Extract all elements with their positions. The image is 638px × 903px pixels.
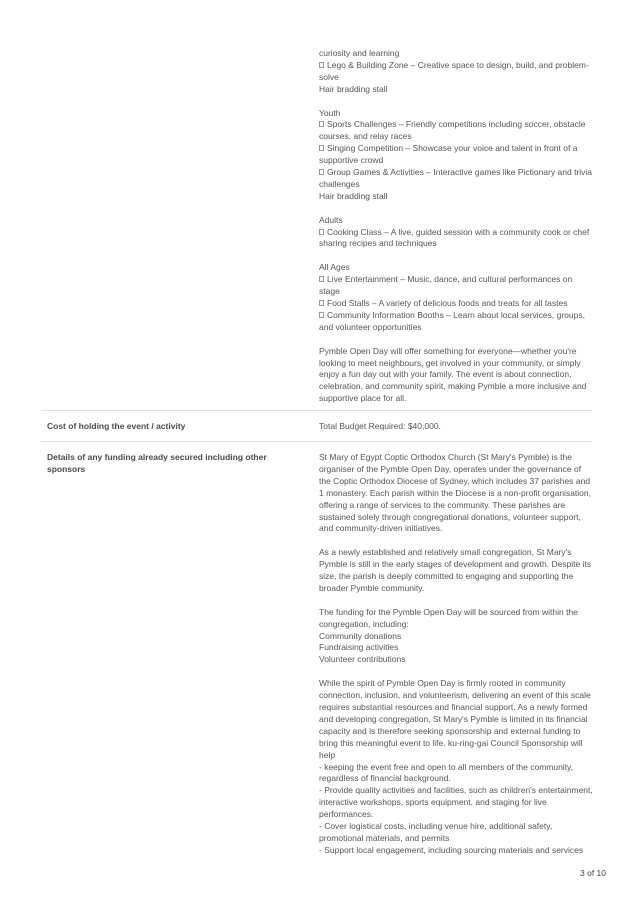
line-text: looking to meet neighbours, get involved in your community, or simply: [319, 357, 581, 368]
checkbox-item-line: [319, 310, 594, 322]
checkbox-icon: [319, 229, 324, 235]
line-text: promotional materials, and permits: [319, 832, 450, 843]
line-text: Food Stalls – A variety of delicious foods and treats for all tastes: [327, 297, 568, 308]
line-text: The funding for the Pymble Open Day will be sourced from within the: [319, 606, 578, 617]
text-line: [319, 547, 594, 559]
line-text: regardless of financial background.: [319, 773, 451, 784]
paragraph-gap: [319, 535, 594, 547]
paragraph-gap: [319, 334, 594, 346]
cost-label: Cost of holding the event / activity: [47, 421, 186, 431]
line-text: supportive crowd: [319, 155, 384, 166]
line-text: While the spirit of Pymble Open Day is firmly rooted in community: [319, 678, 566, 689]
paragraph-gap: [319, 96, 594, 108]
text-line: [319, 155, 594, 167]
text-line: [319, 179, 594, 191]
line-text: As a newly established and relatively small congregation, St Mary's: [319, 547, 572, 558]
line-text: Fundraising activities: [319, 642, 399, 653]
line-text: congregation, including:: [319, 618, 409, 629]
checkbox-item-line: [319, 298, 594, 310]
funding-label-line: Details of any funding already secured including other: [47, 452, 267, 462]
text-line: [319, 523, 594, 535]
text-line: [319, 500, 594, 512]
line-text: requires substantial resources and financial support. As a newly formed: [319, 701, 588, 712]
text-line: [319, 72, 594, 84]
checkbox-item-line: [319, 167, 594, 179]
text-line: [319, 773, 594, 785]
text-line: [319, 286, 594, 298]
line-text: organiser of the Pymble Open Day, operates under the governance of: [319, 463, 582, 474]
line-text: and developing congregation, St Mary's Pymble is limited in its financial: [319, 713, 588, 724]
line-text: sharing recipes and techniques: [319, 238, 437, 249]
checkbox-item-line: [319, 274, 594, 286]
line-text: stage: [319, 286, 340, 297]
text-line: [319, 702, 594, 714]
line-text: performances.: [319, 809, 374, 820]
line-text: Youth: [319, 107, 341, 118]
text-line: [319, 48, 594, 60]
text-line: [319, 726, 594, 738]
line-text: enjoy a fun day out with your family. The event is about connection,: [319, 369, 572, 380]
text-line: [319, 559, 594, 571]
text-line: [319, 821, 594, 833]
line-text: capacity and is therefore seeking sponsorship and external funding to: [319, 725, 581, 736]
checkbox-icon: [319, 62, 324, 68]
text-line: [319, 750, 594, 762]
checkbox-icon: [319, 312, 324, 318]
paragraph-gap: [319, 666, 594, 678]
text-line: [319, 833, 594, 845]
line-text: 1 monastery. Each parish within the Diocese is a non-profit organisation,: [319, 487, 591, 498]
page-number: 3 of 10: [580, 868, 606, 878]
text-line: [319, 738, 594, 750]
line-text: curiosity and learning: [319, 48, 400, 58]
text-line: [319, 678, 594, 690]
line-text: connection, inclusion, and volunteerism, delivering an event of this scale: [319, 690, 591, 701]
paragraph-gap: [319, 203, 594, 215]
text-line: [319, 488, 594, 500]
text-line: [319, 762, 594, 774]
line-text: supportive place for all.: [319, 393, 407, 404]
checkbox-icon: [319, 145, 324, 151]
text-line: [319, 358, 594, 370]
text-line: [319, 476, 594, 488]
row-divider: [41, 441, 592, 442]
text-line: [319, 191, 594, 203]
text-line: [319, 512, 594, 524]
checkbox-item-line: [319, 227, 594, 239]
line-text: Community donations: [319, 630, 402, 641]
line-text: Pymble is still in the early stages of development and growth. Despite its: [319, 559, 592, 570]
line-text: help: [319, 749, 336, 760]
text-line: [319, 84, 594, 96]
line-text: celebration, and community spirit, making Pymble a more inclusive and: [319, 381, 587, 392]
line-text: - keeping the event free and open to all members of the community,: [319, 761, 574, 772]
paragraph-gap: [319, 250, 594, 262]
line-text: Hair bradding stall: [319, 190, 388, 201]
text-line: [319, 797, 594, 809]
cost-value: Total Budget Required: $40,000.: [319, 421, 441, 431]
text-line: [319, 690, 594, 702]
text-line: [319, 642, 594, 654]
checkbox-item-line: [319, 60, 594, 72]
line-text: and community-driven initiatives.: [319, 523, 443, 534]
line-text: challenges: [319, 178, 360, 189]
line-text: Adults: [319, 214, 343, 225]
line-text: - Cover logistical costs, including venue hire, additional safety,: [319, 821, 553, 832]
line-text: solve: [319, 71, 339, 82]
line-text: Pymble Open Day will offer something for everyone—whether you're: [319, 345, 577, 356]
line-text: courses, and relay races: [319, 131, 412, 142]
checkbox-icon: [319, 121, 324, 127]
line-text: Singing Competition – Showcase your voice and talent in front of a: [327, 143, 578, 154]
checkbox-item-line: [319, 119, 594, 131]
line-text: - Provide quality activities and facilities, such as children's entertainment,: [319, 785, 593, 796]
text-line: [319, 714, 594, 726]
paragraph-gap: [319, 595, 594, 607]
line-text: Community Information Booths – Learn about local services, groups,: [327, 309, 585, 320]
text-line: [319, 583, 594, 595]
line-text: All Ages: [319, 262, 350, 273]
line-text: St Mary of Egypt Coptic Orthodox Church (St Mary's Pymble) is the: [319, 452, 572, 462]
text-line: [319, 131, 594, 143]
line-text: size, the parish is deeply committed to engaging and supporting the: [319, 571, 574, 582]
text-line: [319, 215, 594, 227]
line-text: interactive workshops, sports equipment, and staging for live: [319, 797, 547, 808]
line-text: and volunteer opportunities: [319, 321, 422, 332]
text-line: [319, 785, 594, 797]
line-text: bring this meaningful event to life. ku-ring-gai Council Sponsorship will: [319, 737, 583, 748]
line-text: Sports Challenges – Friendly competitions including soccer, obstacle: [327, 119, 586, 130]
text-line: [319, 845, 594, 857]
line-text: sustained solely through congregational donations, volunteer support,: [319, 511, 581, 522]
checkbox-icon: [319, 169, 324, 175]
funding-label: [47, 452, 287, 476]
line-text: Live Entertainment – Music, dance, and cultural performances on: [327, 274, 573, 285]
checkbox-item-line: [319, 143, 594, 155]
text-line: [319, 369, 594, 381]
line-text: - Support local engagement, including sourcing materials and services: [319, 844, 584, 855]
text-line: [319, 108, 594, 120]
text-line: [319, 809, 594, 821]
text-line: [319, 346, 594, 358]
checkbox-icon: [319, 300, 324, 306]
line-text: offering a range of services to the community. These parishes are: [319, 499, 566, 510]
text-line: [319, 619, 594, 631]
funding-label-line: sponsors: [47, 463, 86, 474]
text-line: [319, 381, 594, 393]
line-text: broader Pymble community.: [319, 582, 425, 593]
line-text: Lego & Building Zone – Creative space to design, build, and problem-: [327, 59, 589, 70]
text-line: [319, 393, 594, 405]
text-line: [319, 452, 594, 464]
activities-block: [319, 48, 594, 405]
line-text: Volunteer contributions: [319, 654, 406, 665]
text-line: [319, 571, 594, 583]
funding-block: [319, 452, 594, 857]
text-line: [319, 631, 594, 643]
text-line: [319, 262, 594, 274]
line-text: Group Games & Activities – Interactive games like Pictionary and trivia: [327, 167, 593, 178]
row-divider: [41, 410, 592, 411]
text-line: [319, 654, 594, 666]
text-line: [319, 607, 594, 619]
text-line: [319, 464, 594, 476]
line-text: Cooking Class – A live, guided session with a community cook or chef: [327, 226, 590, 237]
text-line: [319, 238, 594, 250]
line-text: the Coptic Orthodox Diocese of Sydney, which includes 37 parishes and: [319, 475, 591, 486]
text-line: [319, 322, 594, 334]
line-text: Hair bradding stall: [319, 83, 388, 94]
checkbox-icon: [319, 276, 324, 282]
